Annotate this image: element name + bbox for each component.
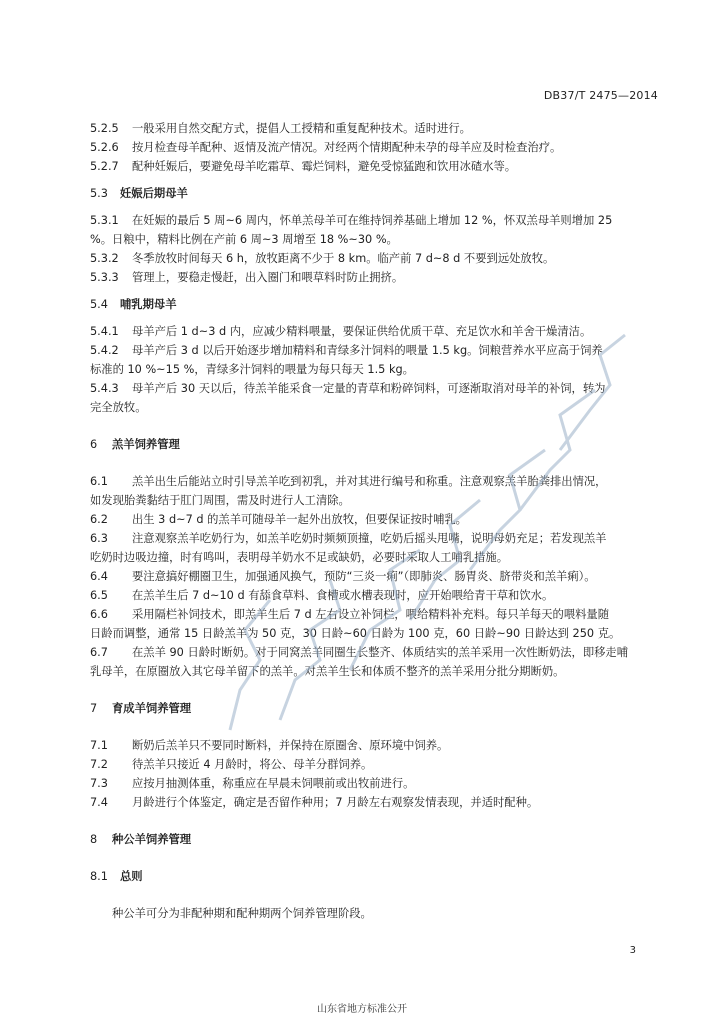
clause-text: 母羊产后 30 天以后，待羔羊能采食一定量的青草和粉碎饲料，可逐渐取消对母羊的补饲，转为: [132, 382, 606, 395]
clause-text: 母羊产后 3 d 以后开始逐步增加精料和青绿多汁饲料的喂量 1.5 kg。饲粮营养水平应高于饲养: [132, 344, 603, 357]
clause-text: 吃奶时边吸边撞，时有鸣叫，表明母羊奶水不足或缺奶，必要时采取人工哺乳措施。: [90, 551, 508, 564]
clause-text: 标准的 10 %~15 %，青绿多汁饲料的喂量为每只每天 1.5 kg。: [90, 363, 414, 376]
text-line: [90, 529, 665, 548]
clause-text: 在妊娠的最后 5 周~6 周内，怀单羔母羊可在维持饲养基础上增加 12 %，怀双羔母羊则增加 25: [132, 214, 613, 227]
clause-text: 羔羊饲养管理: [112, 438, 180, 451]
clause-number: 5.4: [90, 298, 108, 311]
text-line: [90, 643, 665, 662]
clause-number: 7.1: [90, 739, 108, 752]
text-line: [90, 398, 665, 417]
clause-number: 5.4.1: [90, 325, 119, 338]
section-heading: [90, 295, 665, 314]
clause-number: 8: [90, 833, 98, 846]
clause-text: 断奶后羔羊只不要同时断料，并保持在原圈舍、原环境中饲养。: [132, 739, 449, 752]
clause-text: 母羊产后 1 d~3 d 内，应减少精料喂量，要保证供给优质干草、充足饮水和羊舍干燥清洁。: [132, 325, 592, 338]
text-line: [90, 230, 665, 249]
clause-number: 5.3.1: [90, 214, 119, 227]
text-line: [90, 736, 665, 755]
text-line: [90, 360, 665, 379]
text-line: [90, 567, 665, 586]
clause-text: 管理上，要稳走慢赶，出入圈门和喂草料时防止拥挤。: [132, 271, 404, 284]
clause-text: 在羔羊 90 日龄时断奶。对于同窝羔羊同圈生长整齐、体质结实的羔羊采用一次性断奶法，即移走哺: [132, 646, 629, 659]
clause-text: 种公羊可分为非配种期和配种期两个饲养管理阶段。: [112, 907, 372, 920]
section-heading: [90, 830, 665, 849]
clause-text: 总则: [120, 870, 143, 883]
clause-number: 6.4: [90, 570, 108, 583]
clause-text: 配种妊娠后，要避免母羊吃霜草、霉烂饲料，避免受惊猛跑和饮用冰碴水等。: [132, 160, 517, 173]
clause-text: 在羔羊生后 7 d~10 d 有舔食草料、食槽或水槽表现时，应开始喂给青干草和饮水。: [132, 589, 554, 602]
text-line: [90, 211, 665, 230]
text-line: [90, 157, 665, 176]
clause-text: 按月检查母羊配种、返情及流产情况。对经两个情期配种未孕的母羊应及时检查治疗。: [132, 141, 562, 154]
clause-number: 6.6: [90, 608, 108, 621]
clause-number: 6.5: [90, 589, 108, 602]
section-heading: [90, 699, 665, 718]
footer-text: 山东省地方标准公开: [317, 1004, 407, 1015]
section-heading: [90, 867, 665, 886]
clause-text: %。日粮中，精料比例在产前 6 周~3 周增至 18 %~30 %。: [90, 233, 398, 246]
text-line: [90, 510, 665, 529]
text-line: [90, 774, 665, 793]
clause-text: 哺乳期母羊: [120, 298, 177, 311]
text-line: [90, 904, 665, 923]
section-heading: [90, 435, 665, 454]
clause-number: 5.3.2: [90, 252, 119, 265]
clause-text: 妊娠后期母羊: [120, 187, 188, 200]
text-line: [90, 268, 665, 287]
clause-number: 7.4: [90, 796, 108, 809]
clause-text: 出生 3 d~7 d 的羔羊可随母羊一起外出放牧，但要保证按时哺乳。: [132, 513, 467, 526]
text-line: [90, 249, 665, 268]
clause-number: 8.1: [90, 870, 108, 883]
clause-number: 5.2.5: [90, 122, 119, 135]
document-body: [90, 119, 665, 923]
clause-text: 采用隔栏补饲技术，即羔羊生后 7 d 左右设立补饲栏，喂给精料补充料。每只羊每天的喂料量随: [132, 608, 610, 621]
clause-number: 6.1: [90, 475, 108, 488]
clause-text: 乳母羊，在原圈放入其它母羊留下的羔羊。对羔羊生长和体质不整齐的羔羊采用分批分期断奶。: [90, 665, 565, 678]
clause-text: 种公羊饲养管理: [112, 833, 192, 846]
text-line: [90, 586, 665, 605]
text-line: [90, 472, 665, 491]
text-line: [90, 605, 665, 624]
clause-number: 5.3.3: [90, 271, 119, 284]
clause-number: 5.2.6: [90, 141, 119, 154]
clause-number: 6.7: [90, 646, 108, 659]
clause-text: 如发现胎粪黏结于肛门周围，需及时进行人工清除。: [90, 494, 350, 507]
text-line: [90, 322, 665, 341]
clause-text: 月龄进行个体鉴定，确定是否留作种用；7 月龄左右观察发情表现，并适时配种。: [132, 796, 539, 809]
text-line: [90, 548, 665, 567]
clause-text: 完全放牧。: [90, 401, 147, 414]
clause-text: 要注意搞好棚圈卫生，加强通风换气，预防“三炎一痢”（即肺炎、肠胃炎、脐带炎和羔羊痢）。: [132, 570, 596, 583]
text-line: [90, 138, 665, 157]
text-line: [90, 341, 665, 360]
text-line: [90, 379, 665, 398]
clause-number: 7.2: [90, 758, 108, 771]
clause-text: 日龄而调整，通常 15 日龄羔羊为 50 克，30 日龄~60 日龄为 100 克，60 日龄~90 日龄达到 250 克。: [90, 627, 621, 640]
clause-number: 5.3: [90, 187, 108, 200]
clause-text: 羔羊出生后能站立时引导羔羊吃到初乳，并对其进行编号和称重。注意观察羔羊胎粪排出情况，: [132, 475, 607, 488]
clause-number: 5.2.7: [90, 160, 119, 173]
text-line: [90, 755, 665, 774]
text-line: [90, 491, 665, 510]
clause-text: 待羔羊只接近 4 月龄时，将公、母羊分群饲养。: [132, 758, 373, 771]
section-heading: [90, 184, 665, 203]
text-line: [90, 662, 665, 681]
clause-number: 5.4.3: [90, 382, 119, 395]
clause-number: 6.3: [90, 532, 108, 545]
clause-number: 7: [90, 702, 98, 715]
clause-number: 5.4.2: [90, 344, 119, 357]
clause-number: 7.3: [90, 777, 108, 790]
text-line: [90, 624, 665, 643]
clause-text: 注意观察羔羊吃奶行为，如羔羊吃奶时频频顶撞，吃奶后摇头甩嘴，说明母奶充足；若发现羔羊: [132, 532, 607, 545]
clause-text: 冬季放牧时间每天 6 h，放牧距离不少于 8 km。临产前 7 d~8 d 不要到远处放牧。: [132, 252, 555, 265]
clause-text: 育成羊饲养管理: [112, 702, 192, 715]
clause-text: 应按月抽测体重，称重应在早晨未饲喂前或出牧前进行。: [132, 777, 415, 790]
clause-text: 一般采用自然交配方式，提倡人工授精和重复配种技术。适时进行。: [132, 122, 471, 135]
clause-number: 6.2: [90, 513, 108, 526]
page-number: 3: [629, 945, 636, 956]
text-line: [90, 119, 665, 138]
text-line: [90, 793, 665, 812]
standard-code: DB37/T 2475—2014: [543, 89, 658, 102]
clause-number: 6: [90, 438, 98, 451]
